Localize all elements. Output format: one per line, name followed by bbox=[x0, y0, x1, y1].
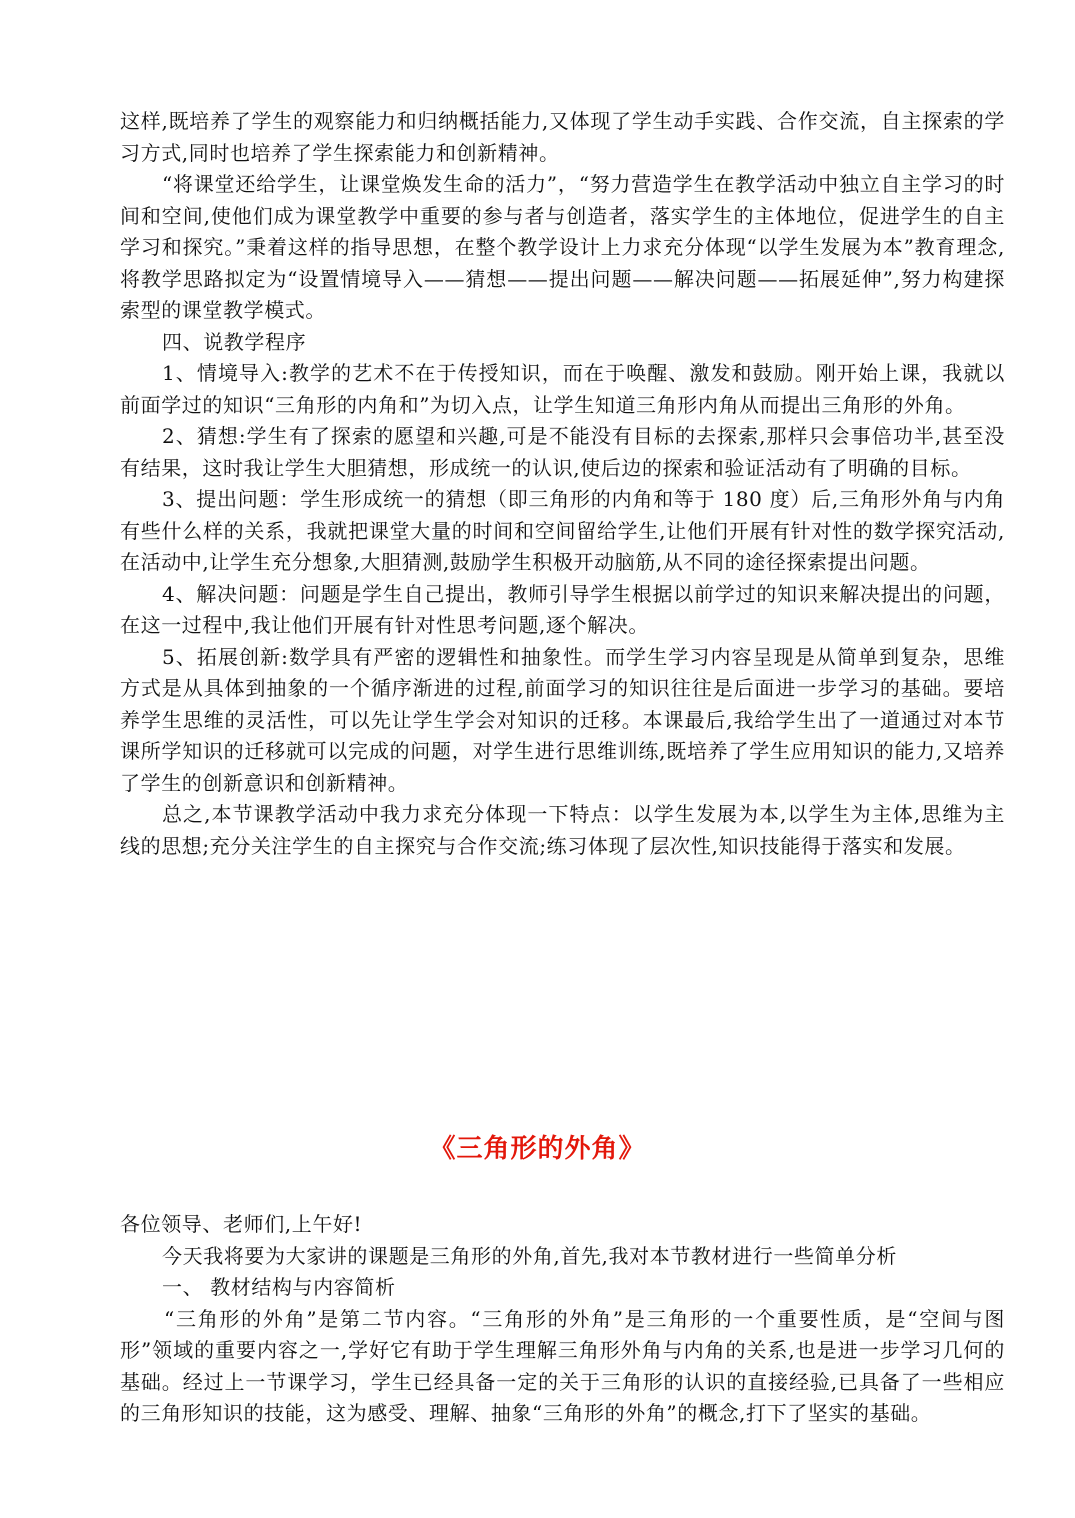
lecture-opening-text bbox=[120, 1209, 1005, 1430]
paragraph-material-analysis: “三角形的外角”是第二节内容。“三角形的外角”是三角形的一个重要性质，是“空间与图形”领域的重要内容之一,学好它有助于学生理解三角形外角与内角的关系,也是进一步学习几何的基础。经过上一节课学习，学生已经具备一定的关于三角形的认识的直接经验,已具备了一些相应的三角形知识的技能，这为感受、理解、抽象“三角形的外角”的概念,打下了坚实的基础。 bbox=[120, 1306, 1005, 1425]
paragraph-solve-problems: 4、解决问题：问题是学生自己提出，教师引导学生根据以前学过的知识来解决提出的问题，在这一过程中,我让他们开展有针对性思考问题,逐个解决。 bbox=[120, 581, 1005, 637]
paragraph-observation-ability: 这样,既培养了学生的观察能力和归纳概括能力,又体现了学生动手实践、合作交流，自主探索的学习方式,同时也培养了学生探索能力和创新精神。 bbox=[120, 109, 1005, 165]
paragraph-situation-intro: 1、情境导入:教学的艺术不在于传授知识，而在于唤醒、激发和鼓励。刚开始上课，我就以前面学过的知识“三角形的内角和”为切入点，让学生知道三角形内角从而提出三角形的外角。 bbox=[120, 361, 1005, 417]
heading-teaching-procedure: 四、说教学程序 bbox=[162, 329, 307, 354]
paragraph-summary: 总之,本节课教学活动中我力求充分体现一下特点：以学生发展为本,以学生为主体,思维为主线的思想;充分关注学生的自主探究与合作交流;练习体现了层次性,知识技能得于落实和发展。 bbox=[120, 802, 1005, 858]
paragraph-guiding-idea: “将课堂还给学生，让课堂焕发生命的活力”，“努力营造学生在教学活动中独立自主学习的时间和空间,使他们成为课堂教学中重要的参与者与创造者，落实学生的主体地位，促进学生的自主学习和探究。”秉着这样的指导思想，在整个教学设计上力求充分体现“以学生发展为本”教育理念,将教学思路拟定为“设置情境导入——猜想——提出问题——解决问题——拓展延伸”,努力构建探索型的课堂教学模式。 bbox=[120, 172, 1005, 322]
continued-lecture-text bbox=[120, 106, 1005, 862]
document-title: 《三角形的外角》 bbox=[429, 1134, 646, 1164]
paragraph-extension-innovation: 5、拓展创新:数学具有严密的逻辑性和抽象性。而学生学习内容呈现是从简单到复杂，思维方式是从具体到抽象的一个循序渐进的过程,前面学习的知识往往是后面进一步学习的基础。要培养学生思维的灵活性，可以先让学生学会对知识的迁移。本课最后,我给学生出了一道通过对本节课所学知识的迁移就可以完成的问题，对学生进行思维训练,既培养了学生应用知识的能力,又培养了学生的创新意识和创新精神。 bbox=[120, 644, 1005, 795]
heading-material-structure: 一、 教材结构与内容简析 bbox=[162, 1275, 396, 1299]
paragraph-conjecture: 2、猜想:学生有了探索的愿望和兴趣,可是不能没有目标的去探索,那样只会事倍功半,甚至没有结果，这时我让学生大胆猜想，形成统一的认识,使后边的探索和验证活动有了明确的目标。 bbox=[120, 424, 1005, 480]
intro-line: 今天我将要为大家讲的课题是三角形的外角,首先,我对本节教材进行一些简单分析 bbox=[162, 1243, 897, 1268]
greeting-line: 各位领导、老师们,上午好! bbox=[120, 1212, 363, 1236]
paragraph-raise-questions: 3、提出问题：学生形成统一的猜想（即三角形的内角和等于 180 度）后,三角形外角与内角有些什么样的关系，我就把课堂大量的时间和空间留给学生,让他们开展有针对性的数学探究活动,在活动中,让学生充分想象,大胆猜测,鼓励学生积极开动脑筋,从不同的途径探索提出问题。 bbox=[120, 487, 1005, 574]
